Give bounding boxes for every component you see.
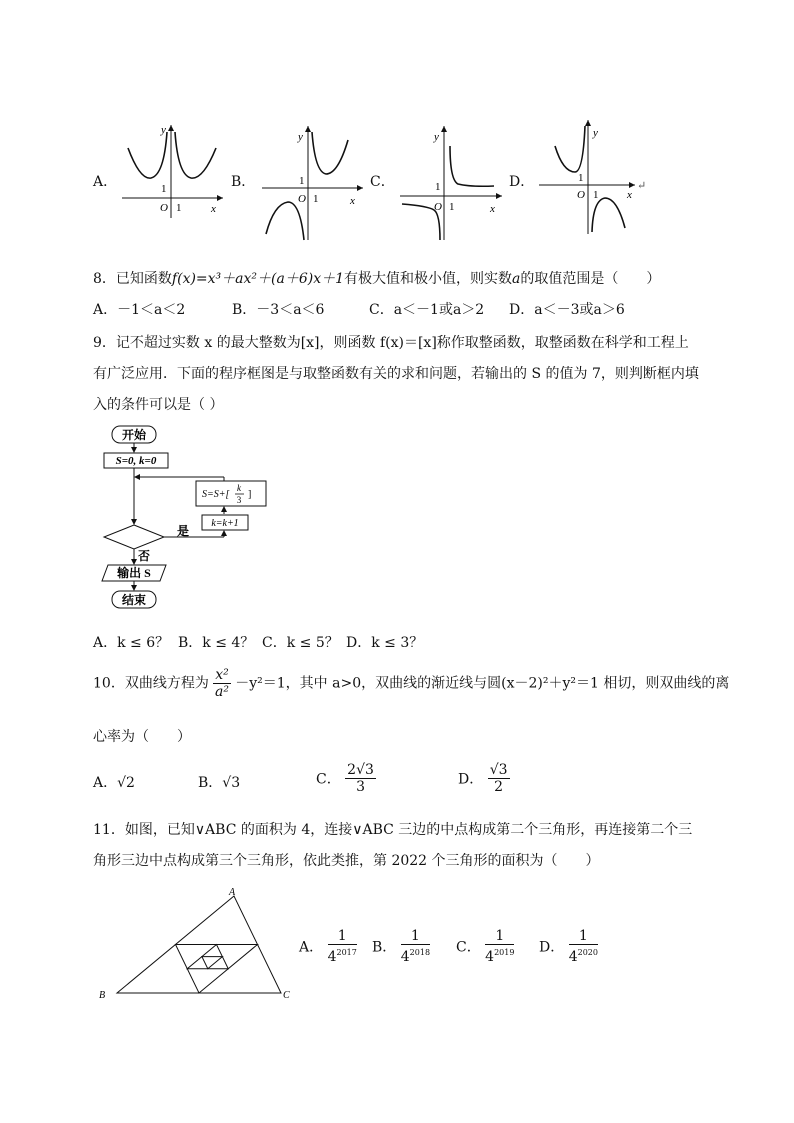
flow-end-text: 结束 bbox=[121, 593, 147, 607]
q9-option-d[interactable]: D．k ≤ 3？ bbox=[346, 635, 424, 651]
svg-text:x: x bbox=[490, 203, 495, 215]
q8-option-d[interactable]: D．a＜－3或a＞6 bbox=[509, 302, 625, 318]
q10-stem-line1: 10．双曲线方程为 $\frac{\text{x²}}{\text{a²}}$ －y²＝1，其中 a>0，双曲线的渐近线与圆(x－2)²＋y²＝1 相切，则双曲线的离 bbox=[93, 667, 730, 700]
flow-decision-diamond bbox=[104, 525, 164, 549]
flow-init-text: S=0, k=0 bbox=[115, 455, 157, 467]
svg-text:A: A bbox=[229, 887, 236, 898]
flow-yes-label: 是 bbox=[177, 524, 190, 538]
svg-text:y: y bbox=[434, 131, 439, 143]
svg-text:1: 1 bbox=[449, 201, 455, 213]
q8-option-b[interactable]: B．－3＜a＜6 bbox=[232, 302, 325, 318]
q10-stem-line2: 心率为（ ） bbox=[93, 729, 191, 745]
q11-option-a[interactable]: A． $\frac{1}{4^{2017}}$ bbox=[299, 928, 357, 965]
svg-text:1: 1 bbox=[578, 172, 584, 184]
svg-text:3: 3 bbox=[236, 495, 242, 505]
svg-text:x: x bbox=[211, 203, 216, 215]
svg-text:1: 1 bbox=[313, 193, 319, 205]
q8-option-c[interactable]: C．a＜－1或a＞2 bbox=[369, 302, 485, 318]
q7-option-a-label: A． bbox=[93, 174, 118, 190]
q9-option-a[interactable]: A．k ≤ 6？ bbox=[93, 635, 170, 651]
svg-text:x: x bbox=[627, 189, 632, 201]
svg-text:1: 1 bbox=[176, 202, 182, 214]
q11-triangle-figure bbox=[95, 884, 305, 1006]
q9-stem-line2: 有广泛应用．下面的程序框图是与取整函数有关的求和问题，若输出的 S 的值为 7，则判断框内填 bbox=[93, 366, 699, 382]
q7-graph-c bbox=[398, 122, 508, 242]
q11-option-c[interactable]: C． $\frac{1}{4^{2019}}$ bbox=[456, 928, 515, 965]
q8-function: f(x)=x³＋ax²＋(a＋6)x＋1 bbox=[171, 271, 344, 287]
q11-option-d[interactable]: D． $\frac{1}{4^{2020}}$ bbox=[539, 928, 598, 965]
q8-option-a[interactable]: A．－1＜a＜2 bbox=[93, 302, 186, 318]
q7-graph-b bbox=[258, 122, 368, 242]
svg-text:↵: ↵ bbox=[637, 180, 647, 192]
svg-text:1: 1 bbox=[435, 181, 441, 193]
q10-option-c[interactable]: C． $\frac{2√3}{3}$ bbox=[316, 762, 374, 795]
q9-stem-line1: 9．记不超过实数 x 的最大整数为[x]，则函数 f(x)＝[x]称作取整函数，取整函数在科学和工程上 bbox=[93, 335, 689, 351]
svg-text:1: 1 bbox=[299, 175, 305, 187]
flow-no-label: 否 bbox=[138, 549, 151, 563]
q7-option-d-label: D． bbox=[509, 174, 535, 190]
svg-text:O: O bbox=[160, 202, 168, 214]
svg-text:x: x bbox=[350, 195, 355, 207]
svg-text:]: ] bbox=[248, 489, 252, 500]
q7-graph-d bbox=[535, 116, 655, 236]
q11-option-b[interactable]: B． $\frac{1}{4^{2018}}$ bbox=[372, 928, 431, 965]
q10-option-a[interactable]: A．√2 bbox=[93, 775, 135, 791]
q11-stem-line2: 角形三边中点构成第三个三角形，依此类推，第 2022 个三角形的面积为（ ） bbox=[93, 853, 600, 869]
q11-stem-line1: 11．如图，已知∨ABC 的面积为 4，连接∨ABC 三边的中点构成第二个三角形，再连接第二个三 bbox=[93, 822, 693, 838]
svg-text:S=S+[: S=S+[ bbox=[202, 489, 230, 500]
q7-option-b-label: B． bbox=[231, 174, 256, 190]
svg-text:C: C bbox=[283, 990, 290, 1001]
q10-fraction: $\frac{\text{x²}}{\text{a²}}$ bbox=[215, 667, 230, 700]
q9-stem-line3: 入的条件可以是（ ） bbox=[93, 397, 224, 413]
svg-text:B: B bbox=[99, 990, 106, 1001]
q10-option-d[interactable]: D． $\frac{√3}{2}$ bbox=[458, 762, 508, 795]
svg-text:1: 1 bbox=[593, 189, 599, 201]
svg-text:O: O bbox=[577, 189, 585, 201]
q10-option-b[interactable]: B．√3 bbox=[198, 775, 241, 791]
flow-output-text: 输出 S bbox=[117, 566, 151, 580]
svg-text:1: 1 bbox=[161, 183, 167, 195]
q9-flowchart bbox=[98, 424, 278, 616]
q8-stem: 8．已知函数f(x)=x³＋ax²＋(a＋6)x＋1有极大值和极小值，则实数a的取值范围是（ ） bbox=[93, 271, 661, 287]
svg-text:y: y bbox=[161, 124, 166, 136]
svg-text:O: O bbox=[434, 201, 442, 213]
q7-option-c-label: C． bbox=[370, 174, 395, 190]
svg-text:O: O bbox=[298, 193, 306, 205]
svg-text:y: y bbox=[298, 131, 303, 143]
q7-graph-a bbox=[118, 120, 228, 220]
q9-option-b[interactable]: B．k ≤ 4？ bbox=[178, 635, 255, 651]
q9-option-c[interactable]: C．k ≤ 5？ bbox=[262, 635, 339, 651]
svg-text:k: k bbox=[237, 483, 241, 493]
flow-start-text: 开始 bbox=[121, 428, 147, 442]
svg-text:k=k+1: k=k+1 bbox=[211, 518, 239, 529]
svg-text:y: y bbox=[593, 127, 598, 139]
